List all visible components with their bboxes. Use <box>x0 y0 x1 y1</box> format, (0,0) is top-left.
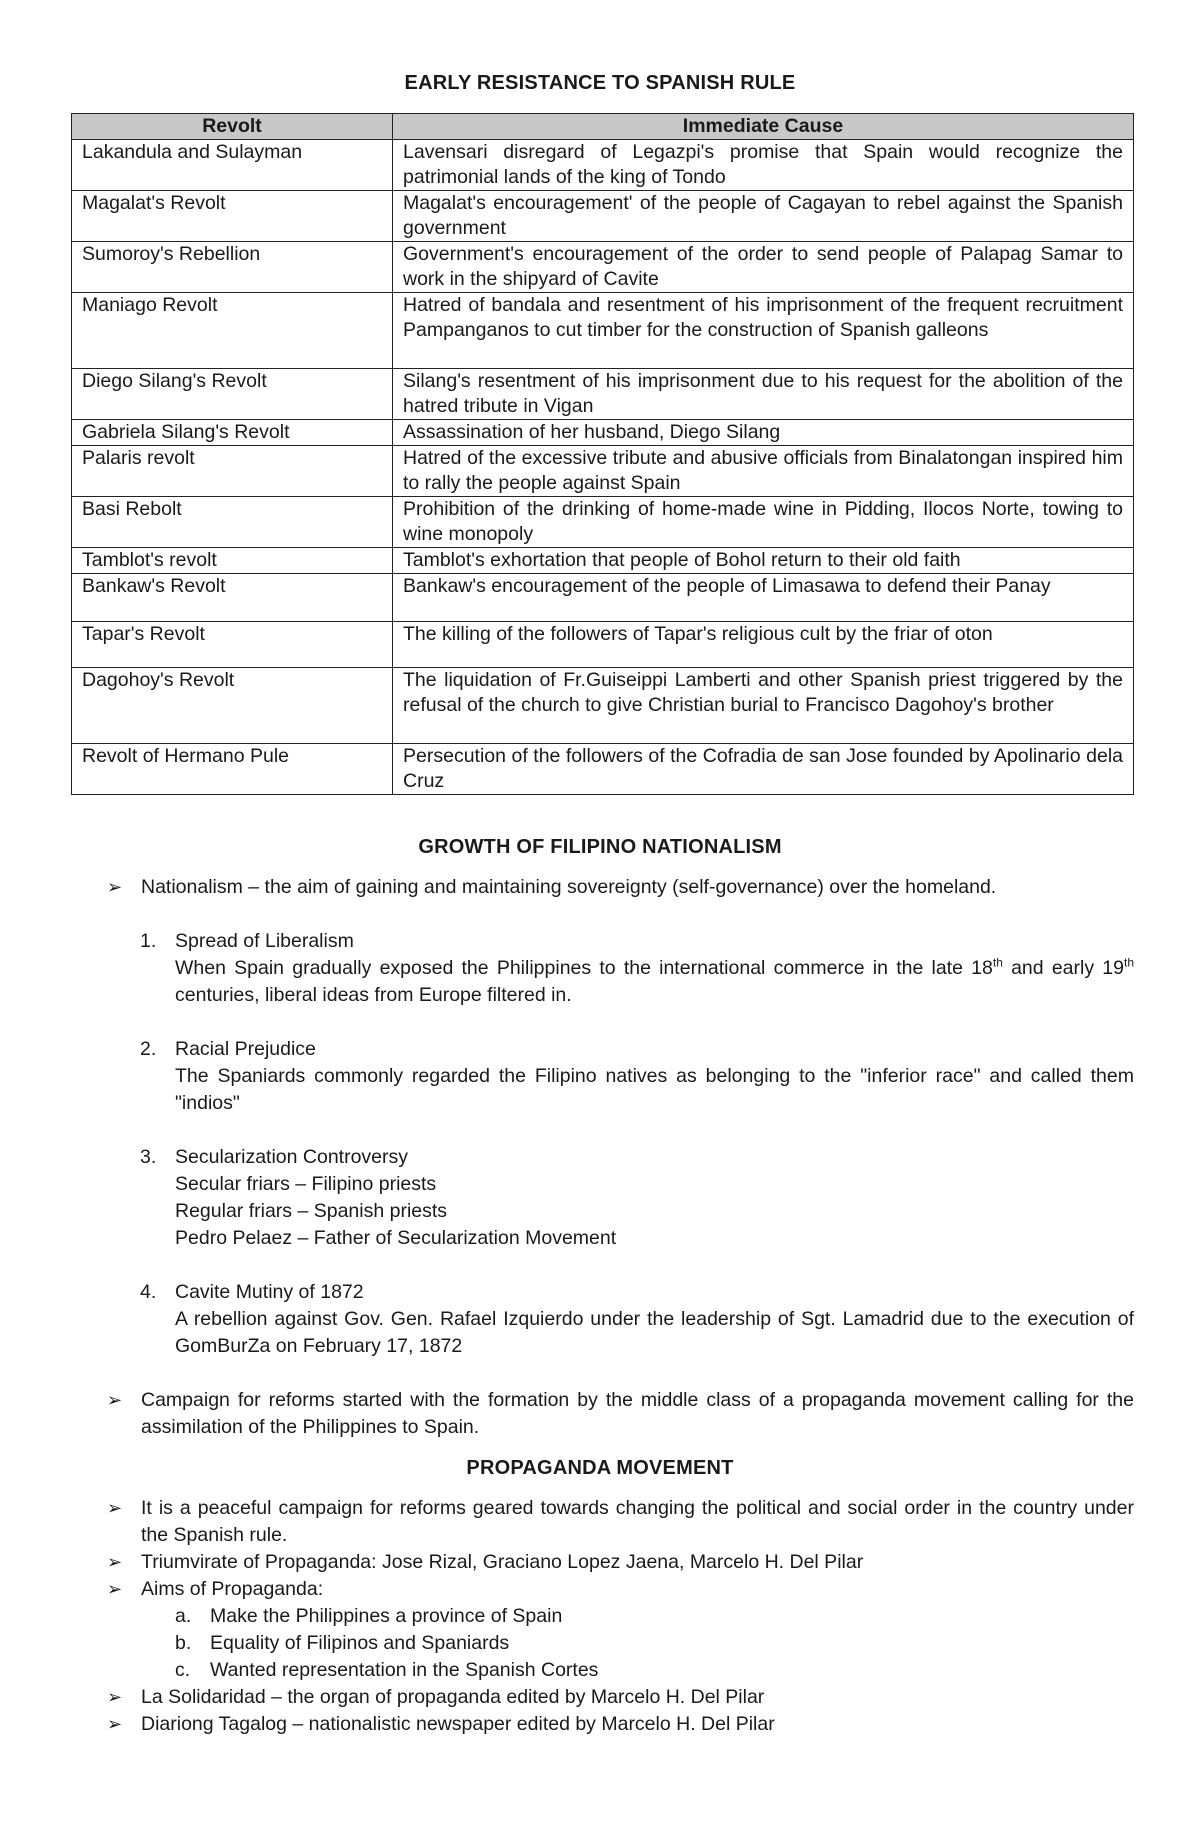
list-item <box>140 928 1134 1009</box>
list-item: a. Make the Philippines a province of Spain <box>175 1605 563 1627</box>
campaign-text: Campaign for reforms started with the formation by the middle class of a propaganda movement calling for the assimilation of the Philippines to Spain. <box>141 1389 1134 1438</box>
revolt-cause: Hatred of bandala and resentment of his imprisonment of the frequent recruitment Pampanganos to cut timber for the construction of Spanish galleons <box>393 293 1134 369</box>
aims-heading: Aims of Propaganda: <box>141 1578 324 1600</box>
table-row <box>72 744 1134 795</box>
revolt-cause: Government's encouragement of the order to send people of Palapag Samar to work in the shipyard of Cavite <box>393 242 1134 293</box>
bullet-item <box>104 874 1134 901</box>
column-header-cause: Immediate Cause <box>393 114 1134 140</box>
section-title-early-resistance: EARLY RESISTANCE TO SPANISH RULE <box>404 72 796 94</box>
revolt-name: Bankaw's Revolt <box>72 574 393 622</box>
item-number: 4. <box>140 1281 157 1303</box>
table-row <box>72 548 1134 574</box>
propaganda-section <box>104 1495 1134 1738</box>
table-header-row <box>72 114 1134 140</box>
aims-list <box>175 1603 1134 1684</box>
revolt-cause: Tamblot's exhortation that people of Bohol return to their old faith <box>393 548 1134 574</box>
item-line: Pedro Pelaez – Father of Secularization Movement <box>175 1227 617 1249</box>
table-row <box>72 420 1134 446</box>
item-line: Secular friars – Filipino priests <box>175 1173 437 1195</box>
bullet-item <box>104 1549 1134 1576</box>
revolt-name: Palaris revolt <box>72 446 393 497</box>
revolt-name: Dagohoy's Revolt <box>72 668 393 744</box>
propaganda-definition: It is a peaceful campaign for reforms geared towards changing the political and social order in the country under the Spanish rule. <box>141 1497 1134 1546</box>
arrow-bullet-icon: ➢ <box>107 1390 123 1410</box>
table-row <box>72 242 1134 293</box>
column-header-revolt: Revolt <box>72 114 393 140</box>
bullet-item <box>104 1711 1134 1738</box>
revolt-cause: Assassination of her husband, Diego Silang <box>393 420 1134 446</box>
revolt-name: Diego Silang's Revolt <box>72 369 393 420</box>
revolt-cause: Hatred of the excessive tribute and abusive officials from Binalatongan inspired him to rally the people against Spain <box>393 446 1134 497</box>
list-item <box>140 1279 1134 1360</box>
nationalism-section <box>104 874 1134 1441</box>
table-row <box>72 497 1134 548</box>
item-number: 2. <box>140 1038 157 1060</box>
section-title-propaganda: PROPAGANDA MOVEMENT <box>466 1457 734 1479</box>
list-item: c. Wanted representation in the Spanish Cortes <box>175 1659 599 1681</box>
arrow-bullet-icon: ➢ <box>107 1498 123 1518</box>
item-body: When Spain gradually exposed the Philippines to the international commerce in the late 18th and early 19th centuries, liberal ideas from Europe filtered in. <box>175 955 1135 1006</box>
item-heading: Spread of Liberalism <box>175 930 354 952</box>
revolt-name: Sumoroy's Rebellion <box>72 242 393 293</box>
table-row <box>72 622 1134 668</box>
list-item <box>140 1036 1134 1117</box>
table-row <box>72 668 1134 744</box>
table-row <box>72 191 1134 242</box>
list-item <box>140 1144 1134 1252</box>
revolt-name: Basi Rebolt <box>72 497 393 548</box>
item-number: 3. <box>140 1146 157 1168</box>
nationalism-definition: Nationalism – the aim of gaining and maintaining sovereignty (self-governance) over the homeland. <box>141 876 997 898</box>
bullet-item <box>104 1495 1134 1549</box>
la-solidaridad-text: La Solidaridad – the organ of propaganda edited by Marcelo H. Del Pilar <box>141 1686 765 1708</box>
revolt-name: Tapar's Revolt <box>72 622 393 668</box>
revolt-cause: Silang's resentment of his imprisonment due to his request for the abolition of the hatred tribute in Vigan <box>393 369 1134 420</box>
revolt-cause: The killing of the followers of Tapar's religious cult by the friar of oton <box>393 622 1134 668</box>
diariong-tagalog-text: Diariong Tagalog – nationalistic newspaper edited by Marcelo H. Del Pilar <box>141 1713 775 1735</box>
revolt-cause: Persecution of the followers of the Cofradia de san Jose founded by Apolinario dela Cruz <box>393 744 1134 795</box>
revolt-cause: Magalat's encouragement' of the people of Cagayan to rebel against the Spanish government <box>393 191 1134 242</box>
triumvirate-text: Triumvirate of Propaganda: Jose Rizal, Graciano Lopez Jaena, Marcelo H. Del Pilar <box>141 1551 864 1573</box>
item-heading: Racial Prejudice <box>175 1038 316 1060</box>
revolt-cause: The liquidation of Fr.Guiseippi Lamberti and other Spanish priest triggered by the refusal of the church to give Christian burial to Francisco Dagohoy's brother <box>393 668 1134 744</box>
table-row <box>72 446 1134 497</box>
section-title-nationalism: GROWTH OF FILIPINO NATIONALISM <box>418 836 782 858</box>
revolt-name: Maniago Revolt <box>72 293 393 369</box>
revolt-name: Lakandula and Sulayman <box>72 140 393 191</box>
table-row <box>72 574 1134 622</box>
revolt-cause: Prohibition of the drinking of home-made wine in Pidding, Ilocos Norte, towing to wine monopoly <box>393 497 1134 548</box>
bullet-item <box>104 1576 1134 1603</box>
arrow-bullet-icon: ➢ <box>107 877 123 897</box>
table-row <box>72 369 1134 420</box>
list-item: b. Equality of Filipinos and Spaniards <box>175 1632 510 1654</box>
arrow-bullet-icon: ➢ <box>107 1714 123 1734</box>
arrow-bullet-icon: ➢ <box>107 1552 123 1572</box>
item-body: The Spaniards commonly regarded the Filipino natives as belonging to the "inferior race" and called them "indios" <box>175 1065 1134 1114</box>
arrow-bullet-icon: ➢ <box>107 1687 123 1707</box>
revolts-table <box>71 113 1134 795</box>
arrow-bullet-icon: ➢ <box>107 1579 123 1599</box>
revolt-cause: Lavensari disregard of Legazpi's promise that Spain would recognize the patrimonial lands of the king of Tondo <box>393 140 1134 191</box>
bullet-item <box>104 1684 1134 1711</box>
numbered-list <box>140 928 1134 1360</box>
revolt-name: Tamblot's revolt <box>72 548 393 574</box>
revolt-name: Revolt of Hermano Pule <box>72 744 393 795</box>
bullet-item <box>104 1387 1134 1441</box>
item-line: Regular friars – Spanish priests <box>175 1200 448 1222</box>
item-number: 1. <box>140 930 157 952</box>
revolt-name: Magalat's Revolt <box>72 191 393 242</box>
item-heading: Cavite Mutiny of 1872 <box>175 1281 364 1303</box>
table-row <box>72 293 1134 369</box>
revolt-name: Gabriela Silang's Revolt <box>72 420 393 446</box>
revolt-cause: Bankaw's encouragement of the people of Limasawa to defend their Panay <box>393 574 1134 622</box>
item-body: A rebellion against Gov. Gen. Rafael Izquierdo under the leadership of Sgt. Lamadrid due to the execution of GomBurZa on February 17, 1872 <box>175 1308 1134 1357</box>
item-heading: Secularization Controversy <box>175 1146 409 1168</box>
table-row <box>72 140 1134 191</box>
